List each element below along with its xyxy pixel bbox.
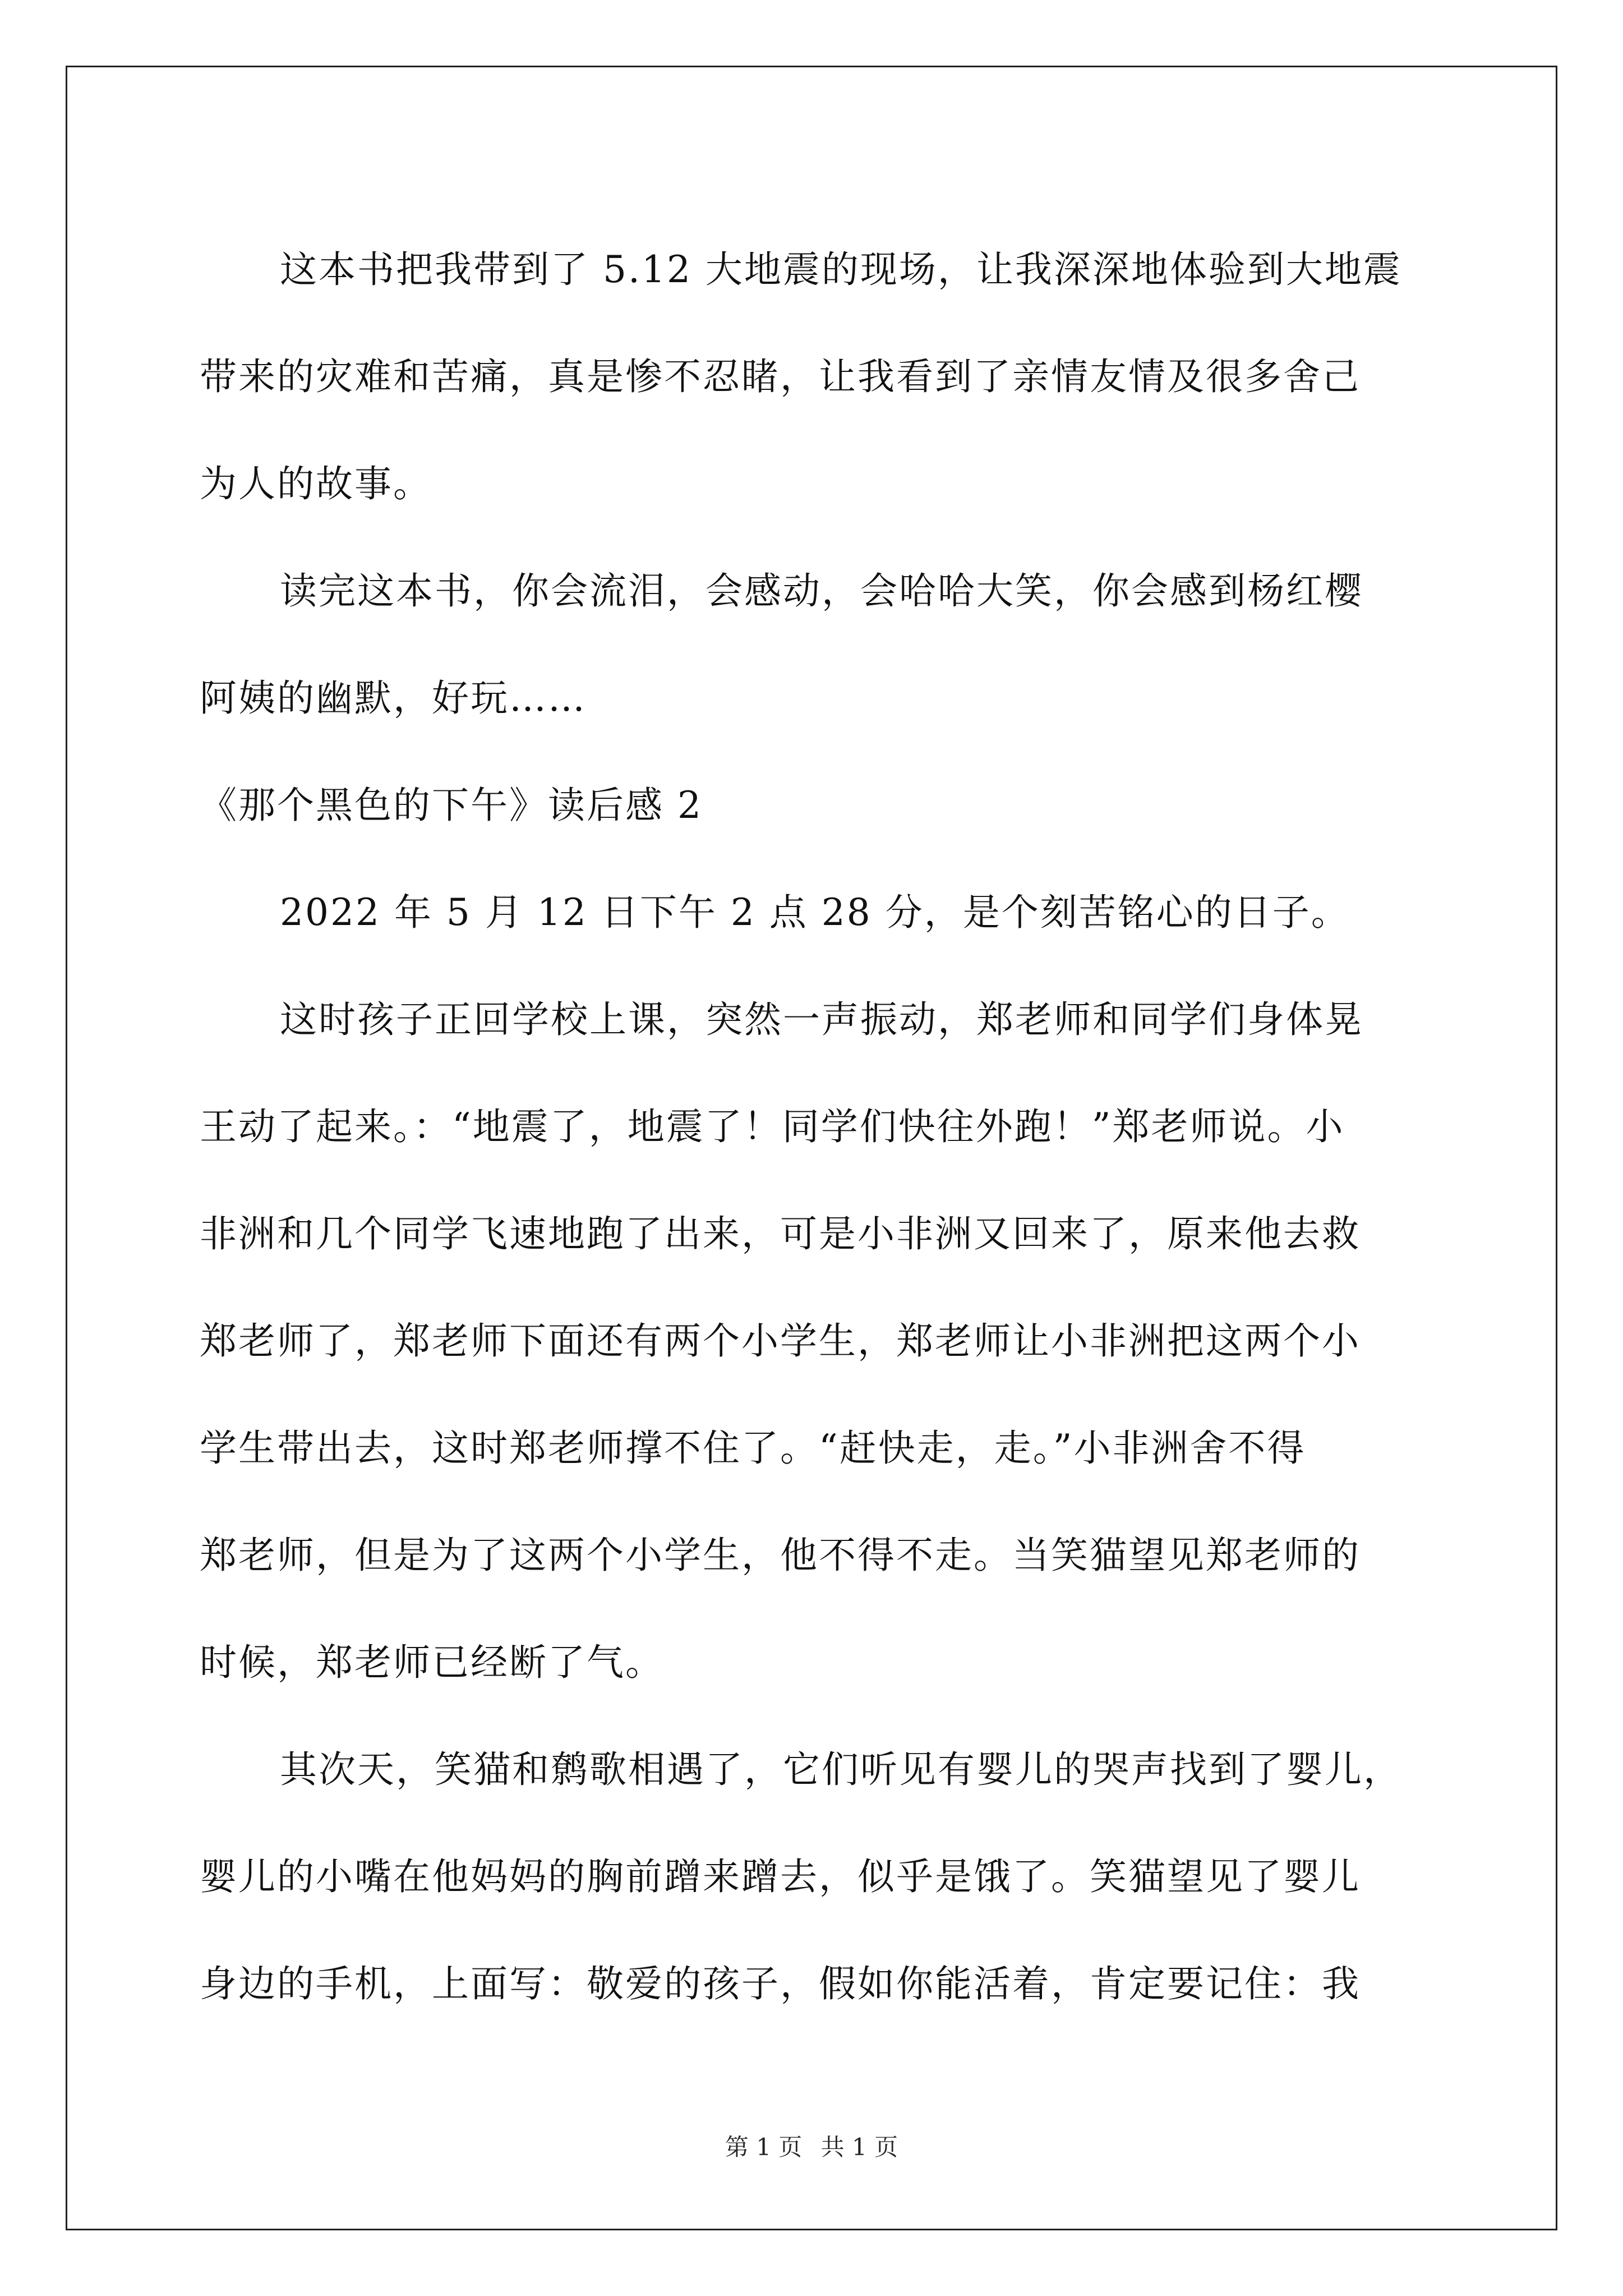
paragraph-line: 非洲和几个同学飞速地跑了出来，可是小非洲又回来了，原来他去救 [200, 1212, 1361, 1255]
paragraph-line: 时候，郑老师已经断了气。 [200, 1641, 664, 1684]
section-heading: 《那个黑色的下午》读后感 2 [200, 784, 703, 827]
document-body [200, 216, 1428, 2037]
paragraph-line: 读完这本书，你会流泪，会感动，会哈哈大笑，你会感到杨红樱 [280, 569, 1363, 613]
page-number: 第 1 页 [725, 2133, 803, 2161]
page-footer [0, 2131, 1623, 2164]
paragraph-line: 郑老师，但是为了这两个小学生，他不得不走。当笑猫望见郑老师的 [200, 1534, 1361, 1577]
paragraph-line: 王动了起来。：“地震了，地震了！同学们快往外跑！”郑老师说。小 [200, 1105, 1345, 1148]
paragraph-line: 其次天，笑猫和鹩歌相遇了，它们听见有婴儿的哭声找到了婴儿， [280, 1748, 1402, 1791]
paragraph-line: 学生带出去，这时郑老师撑不住了。“赶快走，走。”小非洲舍不得 [200, 1427, 1306, 1470]
paragraph-line: 2022 年 5 月 12 日下午 2 点 28 分，是个刻苦铭心的日子。 [280, 891, 1350, 934]
paragraph-line: 郑老师了，郑老师下面还有两个小学生，郑老师让小非洲把这两个小 [200, 1319, 1361, 1363]
paragraph-line: 这本书把我带到了 5.12 大地震的现场，让我深深地体验到大地震 [280, 248, 1402, 291]
paragraph-line: 带来的灾难和苦痛，真是惨不忍睹，让我看到了亲情友情及很多舍己 [200, 355, 1361, 398]
paragraph-line: 这时孩子正回学校上课，突然一声振动，郑老师和同学们身体晃 [280, 998, 1363, 1041]
page-total: 共 1 页 [820, 2133, 898, 2161]
paragraph-line: 阿姨的幽默，好玩…… [200, 677, 587, 720]
paragraph-line: 为人的故事。 [200, 462, 432, 505]
paragraph-line: 身边的手机，上面写：敬爱的孩子，假如你能活着，肯定要记住：我 [200, 1962, 1361, 2005]
paragraph-line: 婴儿的小嘴在他妈妈的胸前蹭来蹭去，似乎是饿了。笑猫望见了婴儿 [200, 1855, 1361, 1898]
